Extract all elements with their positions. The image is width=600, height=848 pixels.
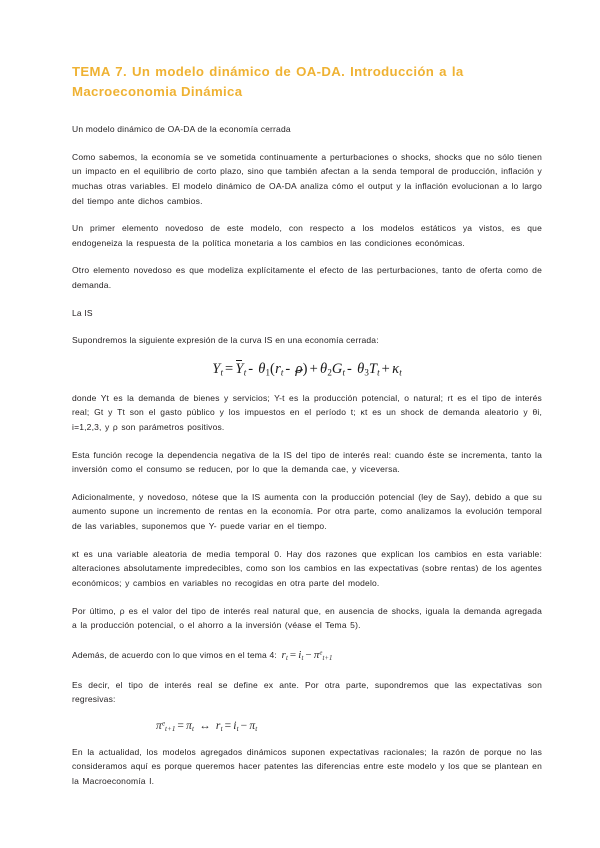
paragraph-10-text: Además, de acuerdo con lo que vimos en el tema 4:: [72, 649, 277, 660]
paragraph-12: En la actualidad, los modelos agregados dinámicos suponen expectativas racionales; la razón de porque no las consideramos aquí es porque queremos hacer patentes las diferencias entre este modelo y los que se plantean en la Macroeconomía I.: [72, 746, 542, 787]
section-heading-is: La IS: [72, 307, 93, 318]
paragraph-7: Adicionalmente, y novedoso, nótese que la IS aumenta con la producción potencial (ley de Say), debido a que su aumento supone un incremento de rentas en la economía. Por otra parte, como analizamos la evolución temporal de las variables, suponemos que Y- puede variar en el tiempo.: [72, 491, 542, 532]
paragraph-8: κt es una variable aleatoria de media temporal 0. Hay dos razones que explican los cambios en esta variable: alteraciones absolutamente impredecibles, como son los cambios en las expectativas (sobre rentas) de los agentes económicos; y cambios en variables no recogidas en otra parte del modelo.: [72, 548, 542, 588]
paragraph-2: Un primer elemento novedoso de este modelo, con respecto a los modelos estáticos ya vistos, es que endogeneiza la respuesta de la política monetaria a los cambios en las condiciones económicas.: [72, 223, 542, 248]
equation-real-rate: $r_t = i_t - \pi^e_{t+1}$: [281, 648, 333, 662]
paragraph-10: [72, 646, 542, 665]
subtitle: Un modelo dinámico de OA-DA de la economía cerrada: [72, 124, 291, 135]
title-line-1: TEMA 7. Un modelo dinámico de OA-DA. Introducción a la: [72, 64, 464, 79]
title-line-2: Macroeconomia Dinámica: [72, 84, 243, 100]
equation-is-curve: $Y_t = Y_t - \theta_1(r_t - \rho) + \theta_2G_t - \theta_3T_t + \kappa_t$: [212, 360, 402, 378]
equation-regressive-expectations: $\pi^e_{t+1} = \pi_t$ ↔ $r_t = i_t - \pi_t$: [156, 719, 258, 733]
page-title: [72, 62, 542, 102]
paragraph-6: Esta función recoge la dependencia negativa de la IS del tipo de interés real: cuando éste se incrementa, tanto la inversión como el consumo se reducen, por lo que la demanda cae, y viceversa.: [72, 449, 542, 475]
paragraph-3: Otro elemento novedoso es que modeliza explícitamente el efecto de las perturbaciones, tanto de oferta como de demanda.: [72, 265, 542, 290]
paragraph-11: Es decir, el tipo de interés real se define ex ante. Por otra parte, supondremos que las expectativas son regresivas:: [72, 679, 542, 705]
paragraph-9: Por último, ρ es el valor del tipo de interés real natural que, en ausencia de shocks, iguala la demanda agregada a la producción potencial, o el ahorro a la inversión (véase el Tema 5).: [72, 605, 542, 631]
paragraph-5: donde Yt es la demanda de bienes y servicios; Y-t es la producción potencial, o natural; rt es el tipo de interés real; Gt y Tt son el gasto público y los impuestos en el período t; κt es un shock de demanda aleatorio y θi, i=1,2,3, y ρ son parámetros positivos.: [72, 392, 542, 433]
paragraph-4: Supondremos la siguiente expresión de la curva IS en una economía cerrada:: [72, 335, 379, 346]
paragraph-1: Como sabemos, la economía se ve sometida continuamente a perturbaciones o shocks, shocks que no sólo tienen un impacto en el equilibrio de corto plazo, sino que también afectan a la senda temporal de producción, inflación y muchas otras variables. El modelo dinámico de OA-DA analiza cómo el output y la inflación evolucionan a lo largo del tiempo ante dichos cambios.: [72, 151, 542, 206]
